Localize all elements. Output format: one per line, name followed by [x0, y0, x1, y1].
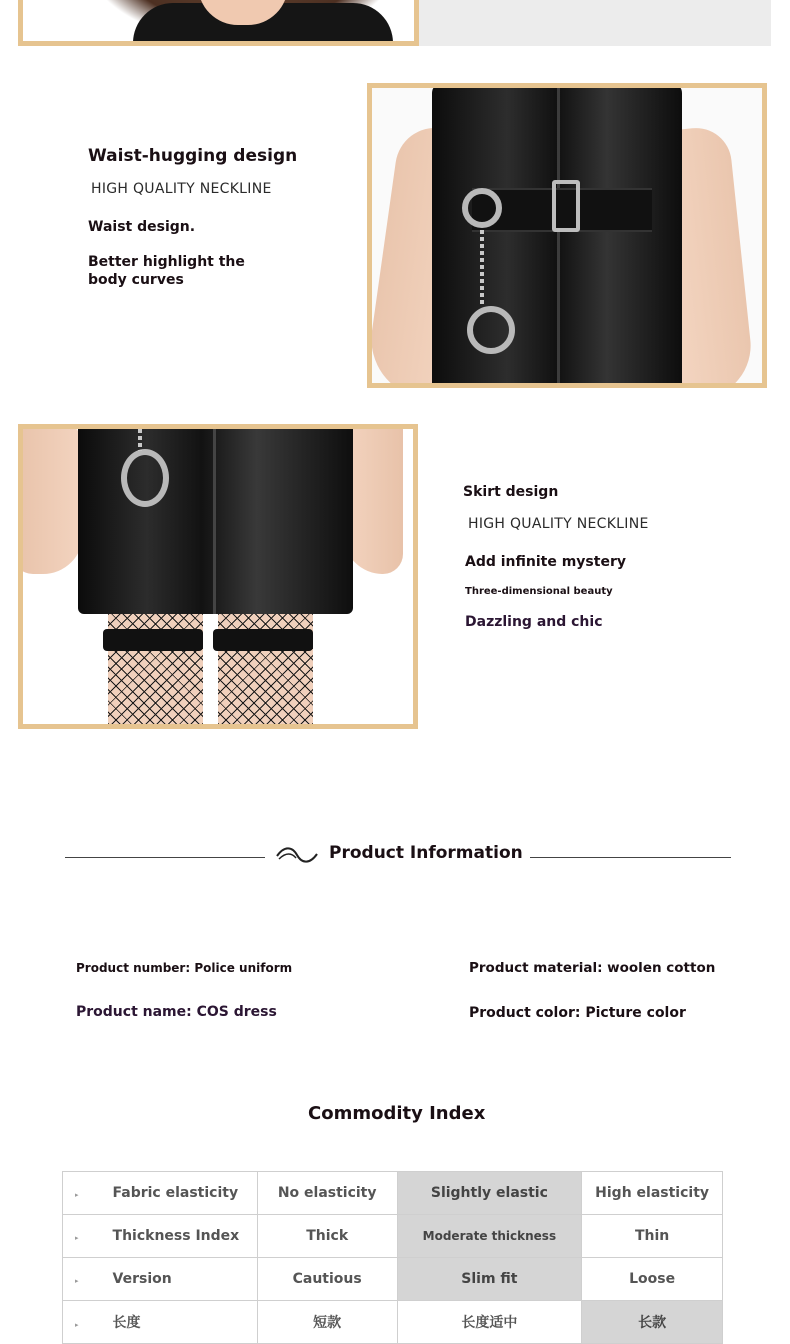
row-label: ▸ Thickness Index [63, 1215, 258, 1258]
skirt-line-2: Three-dimensional beauty [465, 586, 613, 597]
option-cell-selected: Slightly elastic [397, 1172, 582, 1215]
waist-line-2a: Better highlight the [88, 254, 245, 270]
product-material: Product material: woolen cotton [469, 960, 716, 976]
table-row [63, 1215, 723, 1258]
option-cell: Loose [582, 1258, 723, 1301]
bullet-arrow-icon: ▸ [75, 1277, 79, 1285]
skirt-line-1: Add infinite mystery [465, 554, 626, 570]
option-cell: Thick [257, 1215, 397, 1258]
skirt-caps-line: HIGH QUALITY NECKLINE [468, 516, 649, 532]
table-row [63, 1301, 723, 1344]
product-photo-skirt [18, 424, 418, 729]
commodity-index-table [62, 1171, 723, 1344]
bullet-arrow-icon: ▸ [75, 1321, 79, 1329]
product-number: Product number: Police uniform [76, 961, 293, 975]
table-row [63, 1172, 723, 1215]
option-cell-selected: Slim fit [397, 1258, 582, 1301]
option-cell-selected: Moderate thickness [397, 1215, 582, 1258]
waist-heading: Waist-hugging design [88, 146, 298, 166]
swirl-ornament-icon [274, 846, 320, 866]
option-cell: No elasticity [257, 1172, 397, 1215]
divider-left [65, 857, 265, 858]
waist-caps-line: HIGH QUALITY NECKLINE [91, 181, 272, 197]
waist-line-1: Waist design. [88, 219, 196, 235]
photo-placeholder-gray [419, 0, 771, 46]
row-label: ▸ Fabric elasticity [63, 1172, 258, 1215]
bullet-arrow-icon: ▸ [75, 1234, 79, 1242]
divider-right [530, 857, 731, 858]
product-photo-top [18, 0, 419, 46]
option-cell: Thin [582, 1215, 723, 1258]
option-cell: High elasticity [582, 1172, 723, 1215]
table-row [63, 1258, 723, 1301]
option-cell: Cautious [257, 1258, 397, 1301]
skirt-heading: Skirt design [463, 484, 559, 500]
option-cell-selected: 长款 [582, 1301, 723, 1344]
product-name: Product name: COS dress [76, 1004, 277, 1020]
product-color: Product color: Picture color [469, 1005, 686, 1021]
product-photo-waist [367, 83, 767, 388]
option-cell: 长度适中 [397, 1301, 582, 1344]
commodity-index-title: Commodity Index [308, 1103, 486, 1124]
row-label: ▸ 长度 [63, 1301, 258, 1344]
product-info-title: Product Information [329, 843, 523, 863]
row-label: ▸ Version [63, 1258, 258, 1301]
bullet-arrow-icon: ▸ [75, 1191, 79, 1199]
skirt-line-3: Dazzling and chic [465, 614, 603, 630]
option-cell: 短款 [257, 1301, 397, 1344]
waist-line-2b: body curves [88, 272, 184, 288]
